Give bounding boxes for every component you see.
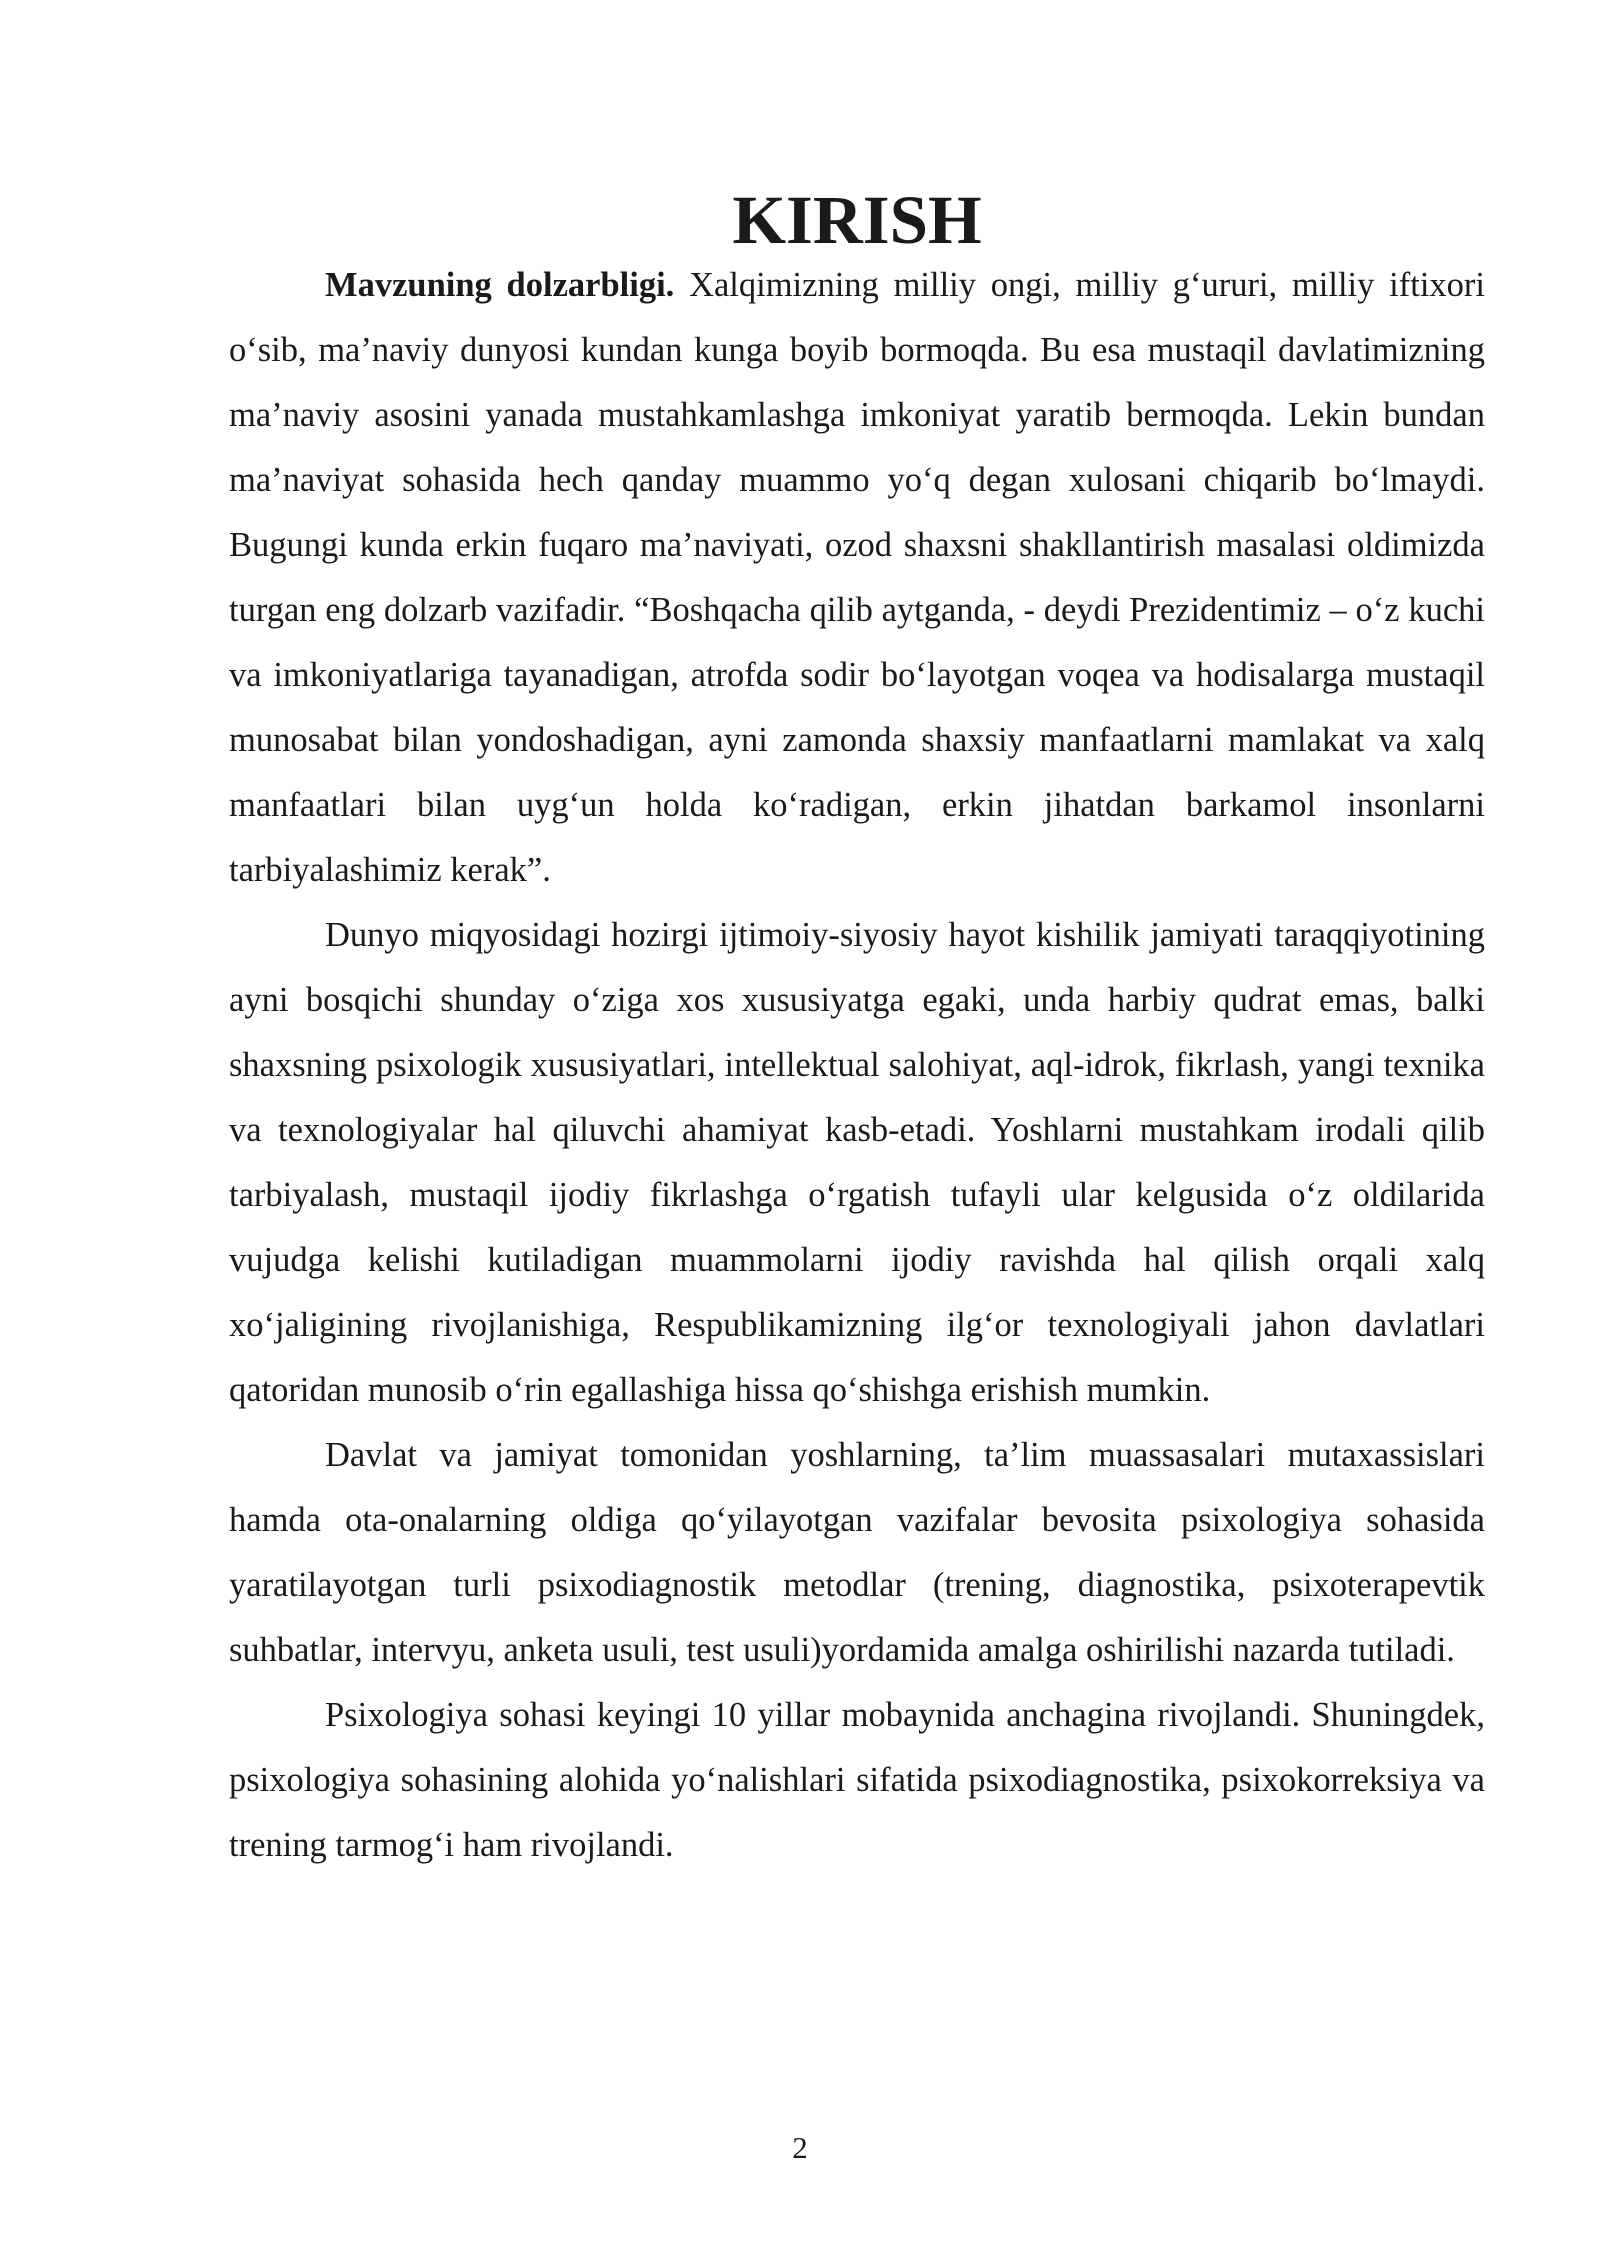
paragraph-text: Xalqimizning milliy ongi, milliy g‘ururi, milliy iftixori o‘sib, ma’naviy dunyosi kundan kunga boyib bormoqda. Bu esa mustaqil davlatimizning ma’naviy asosini yanada mustahkamlashga imkoniyat yaratib bermoqda. Lekin bundan ma’naviyat sohasida hech qanday muammo yo‘q degan xulosani chiqarib bo‘lmaydi. Bugungi kunda erkin fuqaro ma’naviyati, ozod shaxsni shakllantirish masalasi oldimizda turgan eng dolzarb vazifadir. “Boshqacha qilib aytganda, - deydi Prezidentimiz – o‘z kuchi va imkoniyatlariga tayanadigan, atrofda sodir bo‘layotgan voqea va hodisalarga mustaqil munosabat bilan yondoshadigan, ayni zamonda shaxsiy manfaatlarni mamlakat va xalq manfaatlari bilan uyg‘un holda ko‘radigan, erkin jihatdan barkamol insonlarni tarbiyalashimiz kerak”. [229,266,1485,889]
paragraph-world-context: Dunyo miqyosidagi hozirgi ijtimoiy-siyosiy hayot kishilik jamiyati taraqqiyotining ayni bosqichi shunday o‘ziga xos xususiyatga egaki, unda harbiy qudrat emas, balki shaxsning psixologik xususiyatlari, intellektual salohiyat, aql-idrok, fikrlash, yangi texnika va texnologiyalar hal qiluvchi ahamiyat kasb-etadi. Yoshlarni mustahkam irodali qilib tarbiyalash, mustaqil ijodiy fikrlashga o‘rgatish tufayli ular kelgusida o‘z oldilarida vujudga kelishi kutiladigan muammolarni ijodiy ravishda hal qilish orqali xalq xo‘jaligining rivojlanishiga, Respublikamizning ilg‘or texnologiyali jahon davlatlari qatoridan munosib o‘rin egallashiga hissa qo‘shishga erishish mumkin. [229,916,1485,1409]
page-title: KIRISH [732,182,982,258]
paragraph-state-tasks: Davlat va jamiyat tomonidan yoshlarning, ta’lim muassasalari mutaxassislari hamda ota-onalarning oldiga qo‘yilayotgan vazifalar bevosita psixologiya sohasida yaratilayotgan turli psixodiagnostik metodlar (trening, diagnostika, psixoterapevtik suhbatlar, intervyu, anketa usuli, test usuli)yordamida amalga oshirilishi nazarda tutiladi. [229,1436,1485,1669]
paragraph-relevance [229,253,1485,903]
paragraph-lead: Mavzuning dolzarbligi. [325,266,675,304]
page-number: 2 [792,2130,808,2165]
paragraph-psychology-development: Psixologiya sohasi keyingi 10 yillar mobaynida anchagina rivojlandi. Shuningdek, psixologiya sohasining alohida yo‘nalishlari sifatida psixodiagnostika, psixokorreksiya va trening tarmog‘i ham rivojlandi. [229,1696,1485,1864]
page-body [229,182,1485,1878]
